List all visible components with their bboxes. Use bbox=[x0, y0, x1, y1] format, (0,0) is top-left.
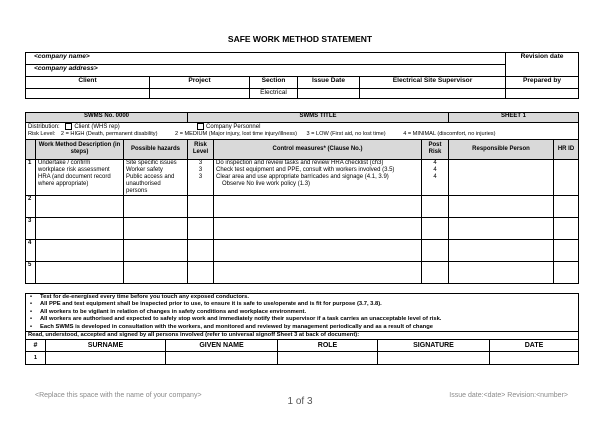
table-row bbox=[26, 261, 579, 283]
signoff-col-signature: SIGNATURE bbox=[378, 340, 490, 352]
page-number: 1 of 3 bbox=[287, 396, 313, 407]
col-responsible-person: Responsible Person bbox=[449, 139, 554, 159]
header-col-client: Client bbox=[26, 77, 150, 89]
hazard-line: unauthorised bbox=[126, 180, 161, 187]
col-control-measures: Control measures* (Clause No.) bbox=[214, 139, 422, 159]
signoff-row-number: 1 bbox=[26, 352, 46, 365]
hazard-line: Site specific issues bbox=[126, 159, 177, 166]
company-address: <company address> bbox=[26, 65, 506, 77]
row-number: 2 bbox=[26, 195, 36, 217]
header-value-supervisor bbox=[360, 89, 506, 99]
note-item: • All workers to be vigilant in relation of changes in safety conditions and workplace environment. bbox=[30, 308, 307, 315]
table-row bbox=[26, 159, 579, 195]
header-col-project: Project bbox=[150, 77, 250, 89]
signoff-col-given-name: GIVEN NAME bbox=[166, 340, 278, 352]
col-hr-id: HR ID bbox=[554, 139, 579, 159]
swms-title-label: SWMS TITLE bbox=[188, 113, 449, 123]
risk-level-high: 2 = HIGH (Death, permanent disability) bbox=[60, 131, 158, 138]
note-item: • All PPE and test equipment shall be inspected prior to use, to ensure it is safe to use/operate and is fit for purpose (3.7, 3.8). bbox=[30, 301, 382, 308]
signoff-col-number: # bbox=[26, 340, 46, 352]
table-row bbox=[26, 239, 579, 261]
step-line: where appropriate) bbox=[38, 180, 89, 187]
step-line: HRA (and document record bbox=[38, 173, 111, 180]
note-item: • All workers are authorised and expected to safely stop work and immediately notify their supervisor if a task carries an unacceptable level of risk. bbox=[30, 316, 442, 323]
step-line: Undertake / confirm bbox=[38, 159, 91, 166]
risk-level-row bbox=[26, 131, 579, 139]
revision-date-label: Revision date bbox=[506, 53, 579, 77]
notes-table bbox=[25, 293, 579, 365]
checkbox-client[interactable] bbox=[65, 123, 72, 130]
header-value-project bbox=[150, 89, 250, 99]
signoff-signature-cell[interactable] bbox=[378, 352, 490, 365]
row-controls bbox=[214, 159, 422, 195]
note-item: • Test for de-energised every time before you touch any exposed conductors. bbox=[30, 294, 249, 300]
row-hr-id[interactable] bbox=[554, 159, 579, 195]
company-name: <company name> bbox=[26, 53, 506, 65]
header-col-prepared-by: Prepared by bbox=[506, 77, 579, 89]
risk-value: 3 bbox=[198, 166, 203, 173]
page-title: SAFE WORK METHOD STATEMENT bbox=[227, 34, 373, 44]
signoff-col-role: ROLE bbox=[278, 340, 378, 352]
notes-list bbox=[26, 294, 579, 332]
header-value-section: Electrical bbox=[250, 89, 298, 99]
signoff-col-date: DATE bbox=[490, 340, 579, 352]
row-hazards bbox=[124, 159, 188, 195]
distribution-label: Distribution: bbox=[28, 124, 60, 131]
risk-level-label: Risk Level: bbox=[28, 131, 56, 138]
row-steps bbox=[36, 159, 124, 195]
col-risk-level: Risk Level bbox=[188, 139, 214, 159]
signoff-caption: Read, understood, accepted and signed by all persons involved (refer to universal signoff Sheet 3 at back of document): bbox=[26, 332, 579, 340]
distribution-row bbox=[26, 123, 579, 132]
checkbox-company-personnel[interactable] bbox=[197, 123, 204, 130]
control-line: Clear area and use appropriate barricades and signage (4.1, 3.9) bbox=[216, 173, 389, 180]
post-risk-value: 4 bbox=[433, 166, 437, 173]
control-line: Check test equipment and PPE, consult with workers involved (3.5) bbox=[216, 166, 395, 173]
risk-level-medium: 2 = MEDIUM (Major injury, lost time injury/illness) bbox=[175, 131, 297, 138]
footer-issue-revision: Issue date:<date> Revision:<number> bbox=[449, 392, 568, 399]
post-risk-value: 4 bbox=[433, 173, 437, 180]
table-row bbox=[26, 217, 579, 239]
signoff-role-cell[interactable] bbox=[278, 352, 378, 365]
distribution-company: Company Personnel bbox=[206, 124, 261, 131]
control-line: Do inspection and review tasks and review HRA checklist (ch3) bbox=[216, 159, 384, 166]
signoff-given-name-cell[interactable] bbox=[166, 352, 278, 365]
row-post-risk bbox=[422, 159, 449, 195]
header-col-issue-date: Issue Date bbox=[298, 77, 360, 89]
control-line: Observe No live work policy (1.3) bbox=[222, 180, 311, 187]
row-number: 1 bbox=[26, 159, 36, 195]
header-value-client bbox=[26, 89, 150, 99]
footer-company: <Replace this space with the name of your company> bbox=[35, 392, 202, 399]
risk-level-low: 3 = LOW (First aid, no lost time) bbox=[306, 131, 386, 138]
signoff-row bbox=[26, 352, 579, 365]
row-number: 5 bbox=[26, 261, 36, 283]
col-post-risk: Post Risk bbox=[422, 139, 449, 159]
header-value-issue-date bbox=[298, 89, 360, 99]
swms-table bbox=[25, 112, 579, 284]
row-number: 4 bbox=[26, 239, 36, 261]
risk-value: 3 bbox=[198, 159, 203, 166]
hazard-line: Worker safety bbox=[126, 166, 163, 173]
col-hazards: Possible hazards bbox=[124, 139, 188, 159]
header-col-supervisor: Electrical Site Supervisor bbox=[360, 77, 506, 89]
risk-value: 3 bbox=[198, 173, 203, 180]
risk-level-minimal: 4 = MINIMAL (discomfort, no injuries) bbox=[403, 131, 496, 138]
row-number: 3 bbox=[26, 217, 36, 239]
header-value-prepared-by bbox=[506, 89, 579, 99]
hazard-line: persons bbox=[126, 187, 148, 194]
note-item: • Each SWMS is developed in consultation with the workers, and monitored and reviewed by management periodically and as a result of change bbox=[30, 323, 433, 330]
header-col-section: Section bbox=[250, 77, 298, 89]
signoff-col-surname: SURNAME bbox=[46, 340, 166, 352]
swms-number: SWMS No. 0000 bbox=[26, 113, 188, 123]
sheet-label: SHEET 1 bbox=[449, 113, 579, 123]
signoff-date-cell[interactable] bbox=[490, 352, 579, 365]
company-header-table bbox=[25, 52, 579, 99]
distribution-client: Client (WHS rep) bbox=[74, 124, 120, 131]
row-responsible[interactable] bbox=[449, 159, 554, 195]
hazard-line: Public access and bbox=[126, 173, 175, 180]
row-risk bbox=[188, 159, 214, 195]
post-risk-value: 4 bbox=[433, 159, 437, 166]
step-line: workplace risk assessment bbox=[38, 166, 110, 173]
table-row bbox=[26, 195, 579, 217]
signoff-surname-cell[interactable] bbox=[46, 352, 166, 365]
col-work-method: Work Method Description (in steps) bbox=[36, 139, 124, 159]
